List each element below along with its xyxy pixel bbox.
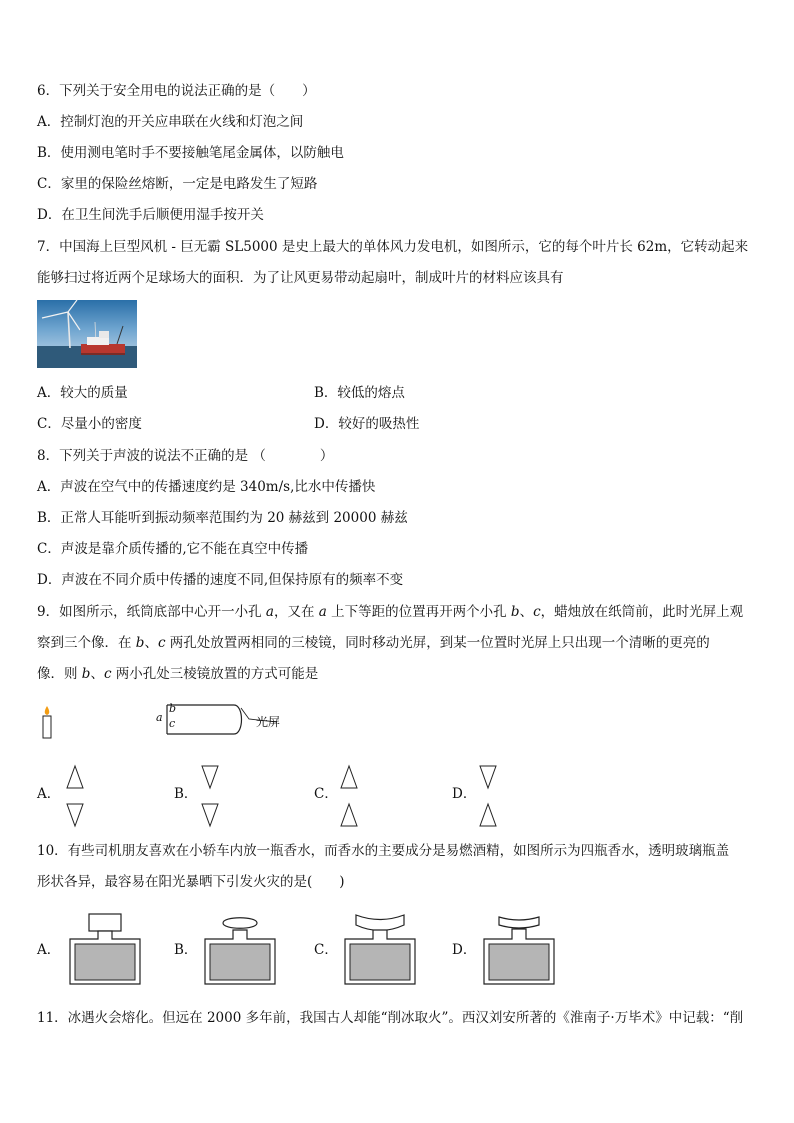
q7-option-c: C．尽量小的密度: [37, 416, 142, 432]
perfume-liquid: [75, 944, 135, 980]
q9-stem-line3: 像．则 b、c 两小孔处三棱镜放置的方式可能是: [37, 666, 319, 682]
q10-option-b-label: B．: [174, 942, 198, 958]
flat-cap: [89, 914, 121, 931]
perfume-liquid: [350, 944, 410, 980]
q6-stem: 6．下列关于安全用电的说法正确的是（ ）: [37, 83, 316, 99]
prism-up-icon: [480, 804, 496, 826]
q7-stem-line1: 7．中国海上巨型风机 - 巨无霸 SL5000 是史上最大的单体风力发电机，如图所示，它的每个叶片长 62m，它转动起来: [37, 239, 749, 255]
q8-option-d: D．声波在不同介质中传播的速度不同,但保持原有的频率不变: [37, 572, 404, 588]
prism-up-icon: [341, 804, 357, 826]
slightly-concave-cap: [499, 917, 539, 928]
prism-down-icon: [202, 766, 218, 788]
wind-turbine-photo: [37, 300, 137, 368]
q7-stem-line2: 能够扫过将近两个足球场大的面积．为了让风更易带动起扇叶，制成叶片的材料应该具有: [37, 270, 564, 286]
q9-option-a-label: A．: [37, 786, 61, 802]
hole-a-label: a: [156, 711, 163, 724]
q6-option-c: C．家里的保险丝熔断，一定是电路发生了短路: [37, 176, 318, 192]
q9-option-c-prisms: [341, 764, 357, 828]
q9-stem-line1: 9．如图所示，纸筒底部中心开一小孔 a，又在 a 上下等距的位置再开两个小孔 b、c，蜡烛放在纸筒前，此时光屏上观: [37, 604, 744, 620]
q9-option-a-prisms: [67, 764, 83, 828]
prism-down-icon: [480, 766, 496, 788]
q8-option-b: B．正常人耳能听到振动频率范围约为 20 赫兹到 20000 赫兹: [37, 510, 408, 526]
q7-option-d: D．较好的吸热性: [314, 416, 420, 432]
prism-down-icon: [67, 804, 83, 826]
hole-c-label: c: [169, 717, 176, 730]
q9-option-d-prisms: [480, 764, 496, 828]
candle: [43, 716, 51, 738]
q10-option-d-bottle: [483, 912, 555, 986]
q10-stem-line2: 形状各异，最容易在阳光暴晒下引发火灾的是( ): [37, 874, 345, 890]
prism-down-icon: [202, 804, 218, 826]
perfume-liquid: [210, 944, 270, 980]
q10-option-d-label: D．: [452, 942, 477, 958]
q8-option-c: C．声波是靠介质传播的,它不能在真空中传播: [37, 541, 309, 557]
q8-stem: 8．下列关于声波的说法不正确的是 （ ）: [37, 448, 334, 464]
screen-label: 光屏: [256, 715, 281, 729]
q9-option-b-prisms: [202, 764, 218, 828]
perfume-liquid: [489, 944, 549, 980]
q10-stem-line1: 10．有些司机朋友喜欢在小轿车内放一瓶香水，而香水的主要成分是易燃酒精，如图所示为四瓶香水，透明玻璃瓶盖: [37, 843, 730, 859]
q10-option-c-label: C．: [314, 942, 338, 958]
q9-stem-line2: 察到三个像．在 b、c 两孔处放置两相同的三棱镜，同时移动光屏，到某一位置时光屏上只出现一个清晰的更亮的: [37, 635, 710, 651]
q7-option-a: A．较大的质量: [37, 385, 128, 401]
q9-option-c-label: C．: [314, 786, 338, 802]
paper-tube: [167, 705, 242, 734]
convex-cap: [223, 918, 257, 929]
q6-option-a: A．控制灯泡的开关应串联在火线和灯泡之间: [37, 114, 304, 130]
q10-option-b-bottle: [205, 912, 275, 986]
q8-option-a: A．声波在空气中的传播速度约是 340m/s,比水中传播快: [37, 479, 376, 495]
q10-option-a-bottle: [70, 912, 140, 986]
q7-option-b: B．较低的熔点: [314, 385, 405, 401]
q10-option-a-label: A．: [37, 942, 61, 958]
q10-option-c-bottle: [344, 912, 416, 986]
prism-up-icon: [341, 766, 357, 788]
q9-option-d-label: D．: [452, 786, 477, 802]
candle-flame: [45, 706, 50, 715]
prism-up-icon: [67, 766, 83, 788]
q11-stem-line1: 11．冰遇火会熔化。但远在 2000 多年前，我国古人却能“削冰取火”。西汉刘安所著的《淮南子·万毕术》中记载：“削: [37, 1010, 744, 1026]
hole-b-label: b: [169, 702, 177, 715]
q9-option-b-label: B．: [174, 786, 198, 802]
concave-cap: [356, 915, 404, 931]
q6-option-d: D．在卫生间洗手后顺便用湿手按开关: [37, 207, 264, 223]
q6-option-b: B．使用测电笔时手不要接触笔尾金属体，以防触电: [37, 145, 344, 161]
